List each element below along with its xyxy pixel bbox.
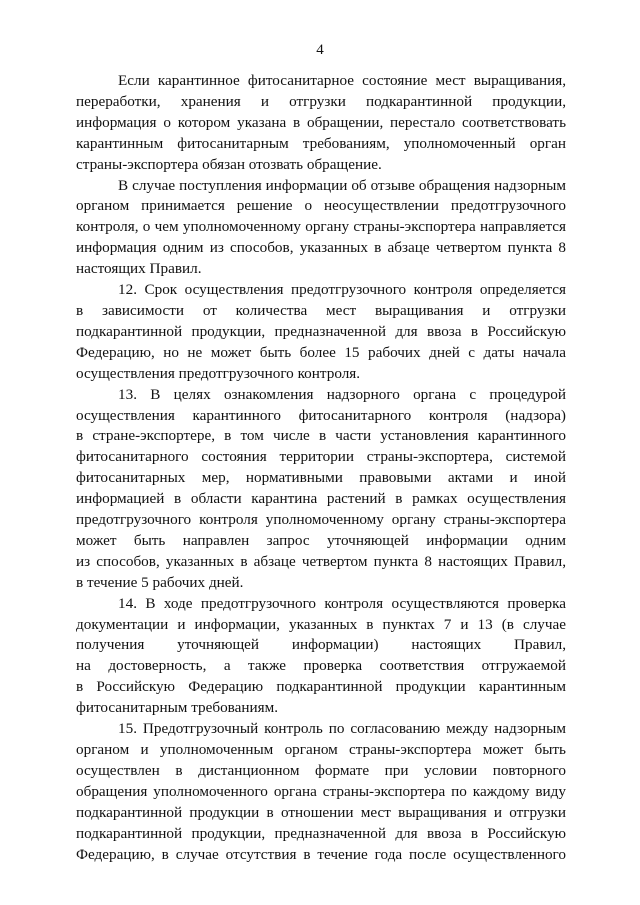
text-line: из способов, указанных в абзаце четвертом пункта 8 настоящих Правил, [76, 552, 566, 570]
text-line: осуществлен в дистанционном формате при условии повторного [76, 761, 566, 779]
text-line: 12. Срок осуществления предотгрузочного контроля определяется [118, 281, 566, 299]
text-line: осуществления предотгрузочного контроля. [76, 364, 361, 382]
text-line: контроля, о чем уполномоченному органу страны-экспортера направляется [76, 218, 566, 236]
text-line: 13. В целях ознакомления надзорного органа с процедурой [118, 385, 566, 403]
paragraph [76, 280, 566, 385]
paragraph [76, 594, 566, 719]
text-line: подкарантинной продукции, предназначенной для ввоза в Российскую [76, 322, 566, 340]
text-line: Федерацию, но не может быть более 15 рабочих дней с даты начала [76, 343, 566, 361]
text-line: информацией в области карантина растений в рамках осуществления [76, 490, 566, 508]
text-line: 15. Предотгрузочный контроль по согласованию между надзорным [118, 720, 566, 738]
text-line: Федерацию, в случае отсутствия в течение года после осуществленного [76, 845, 566, 863]
text-line: органом принимается решение о неосуществлении предотгрузочного [76, 197, 566, 215]
text-line: осуществления карантинного фитосанитарного контроля (надзора) [76, 406, 566, 424]
text-line: предотгрузочного контроля уполномоченному органу страны-экспортера [76, 511, 566, 529]
text-line: Если карантинное фитосанитарное состояние мест выращивания, [118, 72, 566, 89]
text-line: обращения уполномоченного органа страны-экспортера по каждому виду [76, 782, 566, 800]
text-line: подкарантинной продукции, предназначенной для ввоза в Российскую [76, 824, 566, 842]
text-line: страны-экспортера обязан отозвать обращение. [76, 155, 382, 173]
text-line: переработки, хранения и отгрузки подкарантинной продукции, [76, 92, 566, 110]
page-number: 4 [316, 42, 324, 58]
text-line: информация одним из способов, указанных в абзаце четвертом пункта 8 [76, 239, 566, 257]
text-line: в зависимости от количества мест выращивания и отгрузки [76, 301, 566, 319]
paragraph [76, 719, 566, 865]
text-line: на достоверность, а также проверка соответствия отгружаемой [76, 657, 566, 675]
paragraph [76, 176, 566, 281]
paragraph [76, 385, 566, 594]
text-line: в стране-экспортере, в том числе в части установления карантинного [76, 427, 566, 445]
text-line: 14. В ходе предотгрузочного контроля осуществляются проверка [118, 594, 566, 612]
text-line: документации и информации, указанных в пунктах 7 и 13 (в случае [76, 615, 566, 633]
text-line: В случае поступления информации об отзыве обращения надзорным [118, 176, 566, 194]
text-line: фитосанитарным требованиям. [76, 699, 279, 717]
text-line: получения уточняющей информации) настоящих Правил, [76, 636, 566, 654]
text-line: информация о котором указана в обращении, перестало соответствовать [76, 113, 566, 131]
paragraph [76, 71, 566, 176]
text-line: в Российскую Федерацию подкарантинной продукции карантинным [76, 678, 566, 696]
text-line: подкарантинной продукции в отношении мест выращивания и отгрузки [76, 803, 566, 821]
text-line: настоящих Правил. [76, 260, 202, 278]
text-line: фитосанитарных мер, нормативными правовыми актами и иной [76, 469, 566, 487]
text-line: в течение 5 рабочих дней. [76, 573, 244, 591]
text-line: органом и уполномоченным органом страны-экспортера может быть [76, 741, 566, 758]
text-line: карантинным фитосанитарным требованиям, уполномоченный орган [76, 134, 566, 152]
document-body [76, 71, 566, 865]
text-line: фитосанитарного состояния территории страны-экспортера, системой [76, 448, 566, 466]
text-line: может быть направлен запрос уточняющей информации одним [76, 531, 566, 549]
